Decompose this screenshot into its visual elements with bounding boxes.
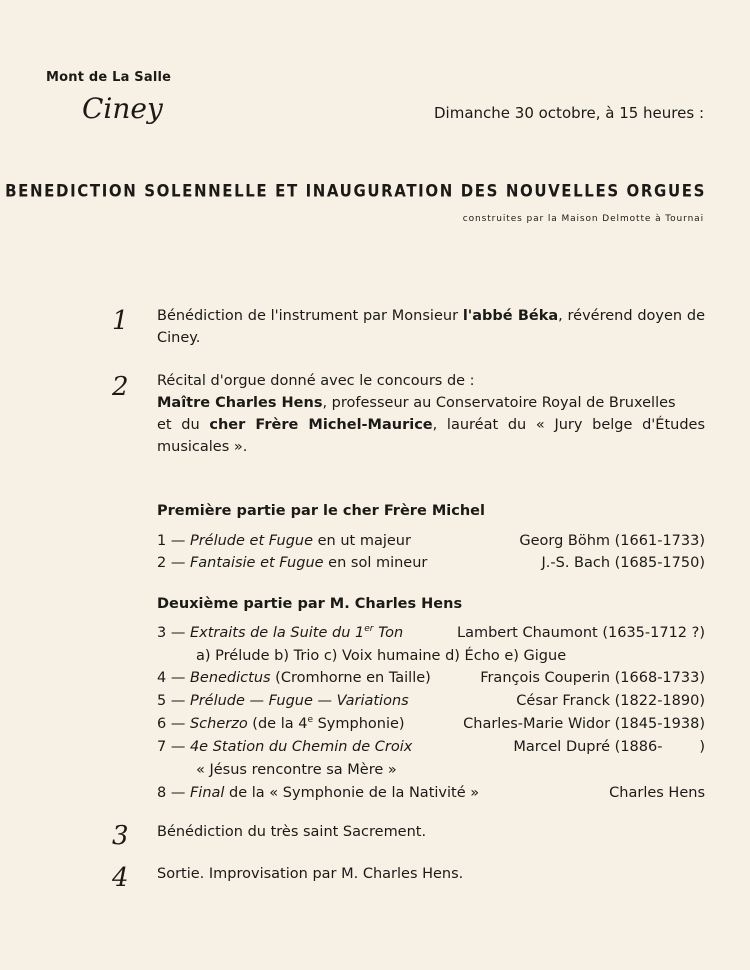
suite-movements: a) Prélude b) Trio c) Voix humaine d) Écho e) Gigue: [196, 648, 567, 664]
item-3-text: Bénédiction du très saint Sacrement.: [157, 824, 427, 840]
program-row: 5 — Prélude — Fugue — Variations César Franck (1822-1890): [157, 693, 705, 709]
program-row: 6 — Scherzo (de la 4e Symphonie) Charles-Marie Widor (1845-1938): [157, 715, 705, 732]
program-row: 8 — Final de la « Symphonie de la Nativité » Charles Hens: [157, 785, 705, 801]
performer-hens: Maître Charles Hens: [157, 395, 323, 411]
item-number-1: 1: [112, 306, 129, 336]
item-number-4: 4: [112, 863, 129, 893]
event-date: Dimanche 30 octobre, à 15 heures :: [434, 104, 704, 122]
organization-name: Mont de La Salle: [46, 70, 172, 85]
part1-heading: Première partie par le cher Frère Michel: [157, 503, 485, 519]
item-4-text: Sortie. Improvisation par M. Charles Hens.: [157, 866, 464, 882]
main-title: BENEDICTION SOLENNELLE ET INAUGURATION DES NOUVELLES ORGUES: [5, 180, 706, 202]
item-2-text: Récital d'orgue donné avec le concours de : Maître Charles Hens, professeur au Conservatoire Royal de Bruxelles et du cher Frère Michel-Maurice, lauréat du « Jury belge d'Études musicales ».: [157, 373, 705, 455]
subtitle: construites par la Maison Delmotte à Tournai: [462, 214, 704, 224]
station-subtitle: « Jésus rencontre sa Mère »: [196, 762, 397, 778]
item-number-3: 3: [112, 821, 129, 851]
celebrant-name: l'abbé Béka: [462, 308, 559, 324]
program-row: 7 — 4e Station du Chemin de Croix Marcel Dupré (1886- ): [157, 739, 705, 755]
performer-michel: cher Frère Michel-Maurice: [209, 417, 433, 433]
part2-heading: Deuxième partie par M. Charles Hens: [157, 596, 463, 612]
program-row: 1 — Prélude et Fugue en ut majeur Georg Böhm (1661-1733): [157, 533, 705, 549]
item-number-2: 2: [112, 372, 129, 402]
program-row: 3 — Extraits de la Suite du 1er Ton Lambert Chaumont (1635-1712 ?): [157, 624, 705, 641]
program-row: 2 — Fantaisie et Fugue en sol mineur J.-S. Bach (1685-1750): [157, 555, 705, 571]
header-left: [46, 70, 172, 125]
item-1-text: Bénédiction de l'instrument par Monsieur l'abbé Béka, révérend doyen de Ciney.: [157, 308, 706, 346]
city-name: Ciney: [82, 92, 163, 125]
program-row: 4 — Benedictus (Cromhorne en Taille) François Couperin (1668-1733): [157, 670, 705, 686]
